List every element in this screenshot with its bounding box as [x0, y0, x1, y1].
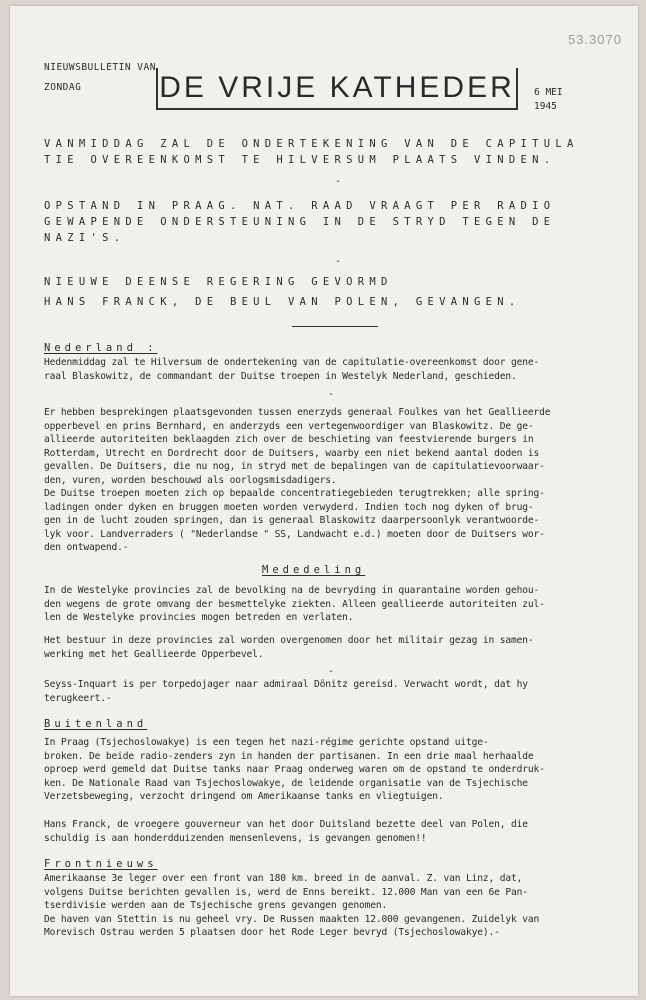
bulletin-label-line1: NIEUWSBULLETIN VAN [44, 62, 156, 73]
paragraph-nederland-1 [44, 356, 539, 383]
text-line: Het bestuur in deze provincies zal worden overgenomen door het militair gezag in samen- [44, 635, 534, 646]
document-page [10, 6, 638, 996]
separator-dash: - [328, 389, 335, 400]
text-line: len de Westelyke provincies mogen betreden en verlaten. [44, 612, 354, 623]
paragraph-buitenland-1 [44, 736, 545, 804]
text-line: broken. De beide radio-zenders zyn in handen der partisanen. In een drie maal herhaalde [44, 750, 534, 762]
separator-dash: - [335, 256, 342, 267]
text-line: ladingen onder dyken en bruggen moeten worden verwyderd. Indien toch nog dyken of brug- [44, 501, 534, 513]
masthead-title: DE VRIJE KATHEDER [159, 71, 515, 104]
text-line: De Duitse troepen moeten zich op bepaalde concentratiegebieden terugtrekken; alle spring- [44, 488, 545, 499]
paragraph-nederland-2 [44, 406, 550, 555]
text-line: volgens Duitse berichten gevallen is, werd de Enns bereikt. 12.000 Man van een 6e Pan- [44, 886, 528, 898]
bulletin-label [44, 58, 156, 98]
section-heading-nederland: Nederland : [44, 342, 158, 354]
text-line: gen in de lucht zouden springen, dan is generaal Blaskowitz daarpersoonlyk verantwoorde- [44, 515, 540, 526]
text-line: Er hebben besprekingen plaatsgevonden tussen enerzyds generaal Foulkes van het Geallieerde [44, 407, 551, 418]
text-line: terugkeert.- [44, 692, 112, 704]
text-line: raal Blaskowitz, de commandant der Duitse troepen in Westelyk Nederland, geschieden. [44, 370, 517, 382]
text-line: ken. De Nationale Raad van Tsjechoslowakye, de leidende organisatie van de Tsjechische [44, 777, 528, 789]
separator-dash: - [328, 666, 335, 677]
separator-dash: - [335, 176, 342, 187]
issue-date [534, 86, 563, 114]
text-line: De haven van Stettin is nu geheel vry. De Russen maakten 12.000 gevangenen. Zuidelyk van [44, 913, 540, 925]
text-line: den wegens de grote omvang der besmettelyke ziekten. Alleen geallieerde autoriteiten zul- [44, 598, 545, 610]
section-heading-mededeling: Mededeling [262, 564, 366, 576]
issue-date-year: 1945 [534, 101, 557, 112]
headline-line: VANMIDDAG ZAL DE ONDERTEKENING VAN DE CAPITULA [44, 138, 579, 150]
headline-denmark-franck [44, 274, 520, 310]
text-line: allieerde autoriteiten beklaagden zich over de beschieting van feestvierende burgers in [44, 434, 534, 445]
paragraph-mededeling-1 [44, 584, 545, 625]
paragraph-mededeling-3 [44, 678, 528, 705]
text-line: lyk voor. Landverraders ( "Nederlandse " SS, Landwacht e.d.) moeten door de Duitsers wor- [44, 528, 545, 540]
headline-line: NIEUWE DEENSE REGERING GEVORMD [44, 276, 393, 288]
text-line: oproep werd gemeld dat Duitse tanks naar Praag onderweg waren om de opstand te onderdruk- [44, 764, 545, 775]
section-heading-frontnieuws: Frontnieuws [44, 858, 158, 870]
section-heading-buitenland: Buitenland [44, 718, 148, 730]
text-line: Seyss-Inquart is per torpedojager naar admiraal Dönitz gereisd. Verwacht wordt, dat hy [44, 679, 528, 690]
headline-line: OPSTAND IN PRAAG. NAT. RAAD VRAAGT PER RADIO [44, 200, 556, 212]
masthead [156, 68, 518, 110]
paragraph-buitenland-2 [44, 818, 528, 845]
text-line: In de Westelyke provincies zal de bevolking na de bevryding in quarantaine worden gehou- [44, 585, 540, 596]
headline-line: TIE OVEREENKOMST TE HILVERSUM PLAATS VINDEN. [44, 154, 556, 166]
text-line: opperbevel en prins Bernhard, en anderzyds een vertegenwoordiger van Blaskowitz. De ge- [44, 420, 534, 432]
archive-number: 53.3070 [568, 32, 622, 47]
issue-date-day: 6 MEI [534, 87, 563, 98]
text-line: den ontwapend.- [44, 542, 129, 553]
text-line: Verzetsbeweging, verzocht dringend om Amerikaanse tanks en vliegtuigen. [44, 791, 444, 802]
headline-capitulation [44, 136, 579, 168]
paragraph-frontnieuws-1 [44, 872, 539, 940]
text-line: Hedenmiddag zal te Hilversum de ondertekening van de capitulatie-overeenkomst door gene- [44, 357, 540, 368]
text-line: den, vuren, worden beschouwd als oorlogsmisdadigers. [44, 474, 337, 486]
headline-prague [44, 198, 555, 246]
text-line: tserdivisie werden aan de Tsjechische grens gevangen genomen. [44, 900, 388, 911]
text-line: schuldig is aan honderdduizenden mensenlevens, is gevangen genomen!! [44, 832, 427, 844]
paragraph-mededeling-2 [44, 634, 533, 661]
text-line: Morevisch Ostrau werden 5 plaatsen door het Rode Leger bevryd (Tsjechoslowakye).- [44, 927, 500, 938]
text-line: Hans Franck, de vroegere gouverneur van het door Duitsland bezette deel van Polen, die [44, 819, 528, 830]
text-line: Amerikaanse 3e leger over een front van 180 km. breed in de aanval. Z. van Linz, dat, [44, 873, 523, 884]
divider-rule [292, 326, 378, 327]
headline-line: HANS FRANCK, DE BEUL VAN POLEN, GEVANGEN. [44, 296, 521, 308]
text-line: werking met het Geallieerde Opperbevel. [44, 648, 264, 660]
headline-line: GEWAPENDE ONDERSTEUNING IN DE STRYD TEGEN DE [44, 216, 556, 228]
text-line: Rotterdam, Utrecht en Dordrecht door de Duitsers, waarby een niet bekend aantal doden is [44, 447, 540, 459]
bulletin-label-line2: ZONDAG [44, 82, 82, 93]
text-line: gevallen. De Duitsers, die nu nog, in stryd met de bepalingen van de capitulatievoorwaar- [44, 461, 545, 472]
headline-line: NAZI'S. [44, 232, 126, 244]
text-line: In Praag (Tsjechoslowakye) is een tegen het nazi-régime gerichte opstand uitge- [44, 737, 489, 748]
